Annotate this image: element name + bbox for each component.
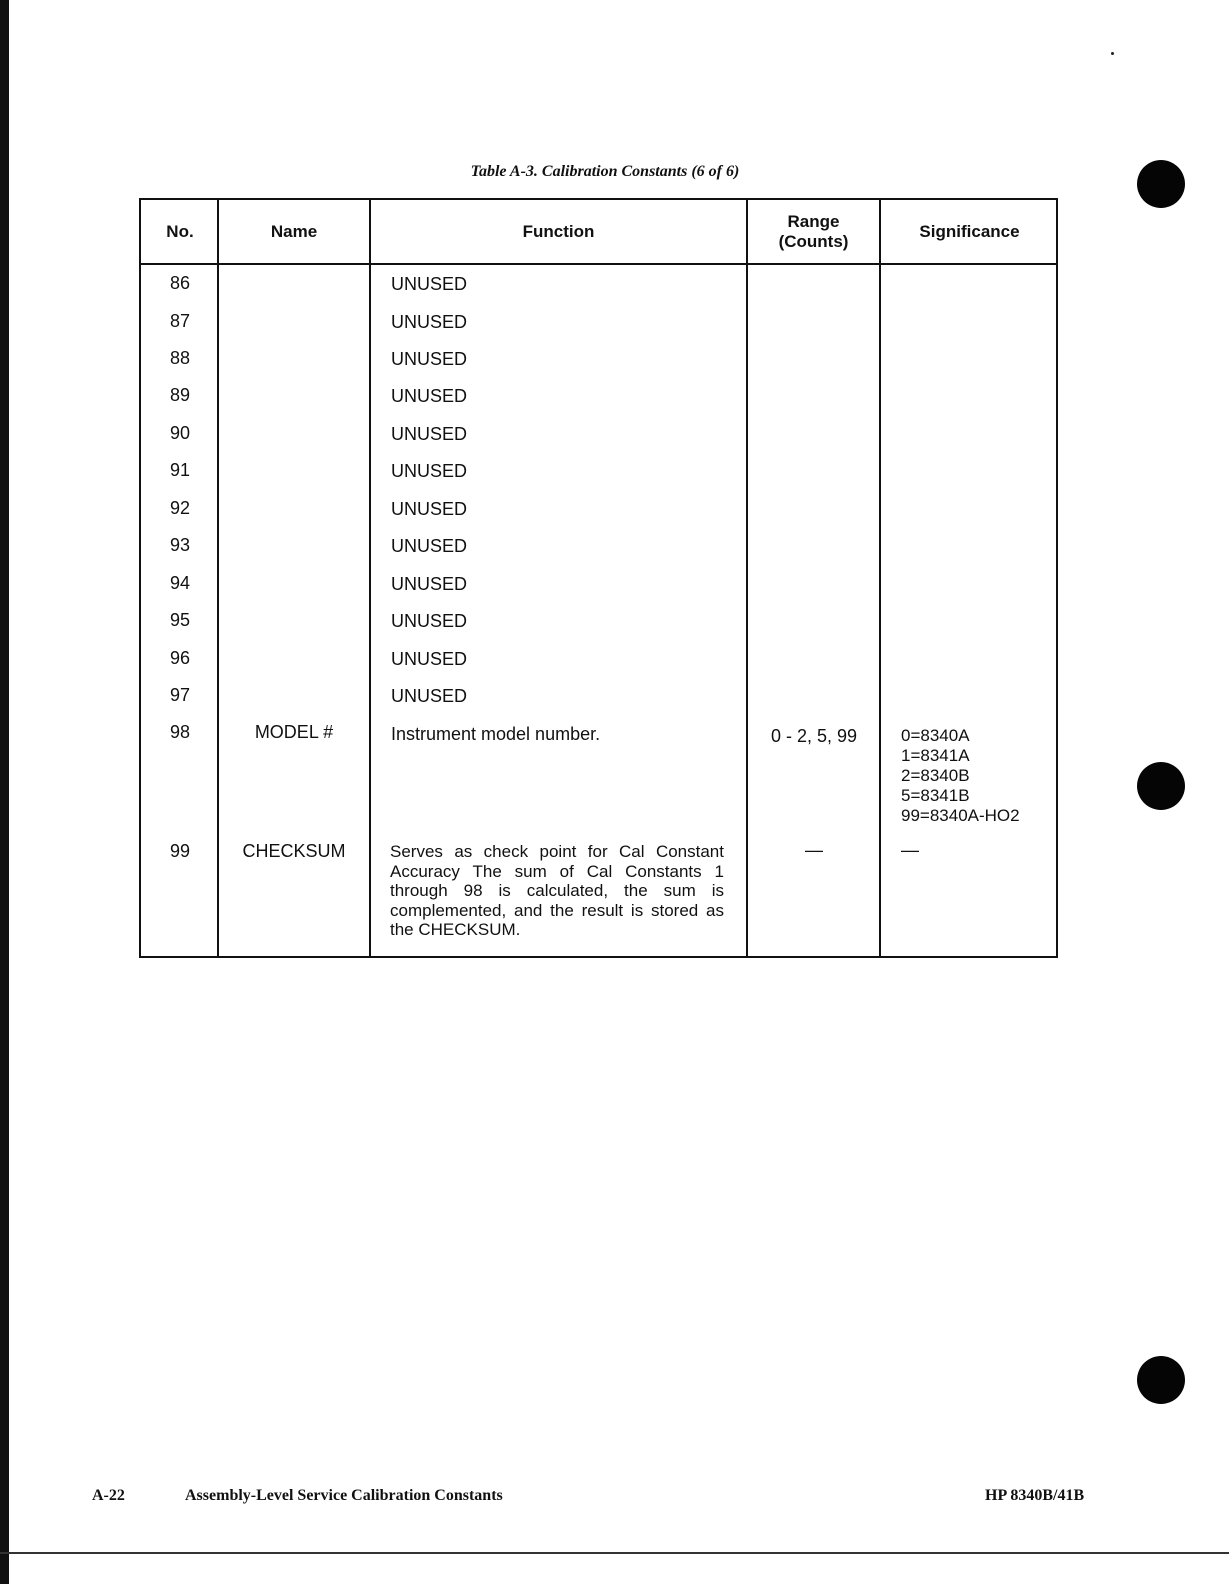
row-function: UNUSED [391, 686, 468, 706]
header-range [748, 200, 879, 263]
header-significance: Significance [919, 221, 1020, 241]
row-number: 90 [169, 423, 191, 443]
row-function: UNUSED [391, 349, 468, 369]
significance-line: 0=8340A [901, 726, 970, 745]
row-function: UNUSED [391, 536, 468, 556]
row-function: UNUSED [391, 386, 468, 406]
row-number: 95 [169, 610, 191, 630]
row-function: UNUSED [391, 611, 468, 631]
row-number: 97 [169, 685, 191, 705]
scan-speck [1111, 52, 1114, 55]
row-number: 87 [169, 311, 191, 331]
table-caption: Table A-3. Calibration Constants (6 of 6) [470, 163, 740, 180]
footer-model: HP 8340B/41B [985, 1487, 1085, 1504]
header-no: No. [166, 221, 194, 241]
column-divider [369, 200, 371, 956]
row-function: UNUSED [391, 312, 468, 332]
header-range-line2: (Counts) [778, 231, 849, 251]
row-function: UNUSED [391, 649, 468, 669]
row-range: 0 - 2, 5, 99 [770, 726, 858, 746]
row-number: 86 [169, 273, 191, 293]
significance-line: 1=8341A [901, 746, 970, 765]
scan-edge-bar [0, 0, 9, 1584]
significance-line: 5=8341B [901, 786, 970, 805]
row-function: UNUSED [391, 574, 468, 594]
row-function: Serves as check point for Cal Constant Accuracy The sum of Cal Constants 1 through 98 is calculated, the sum is complemented, and the result is stored as the CHECKSUM. [390, 842, 724, 939]
footer-page-number: A-22 [92, 1487, 125, 1504]
row-number: 93 [169, 535, 191, 555]
row-function: UNUSED [391, 461, 468, 481]
header-function: Function [522, 221, 595, 241]
row-function: UNUSED [391, 424, 468, 444]
row-number: 88 [169, 348, 191, 368]
row-number: 89 [169, 385, 191, 405]
row-function: Instrument model number. [391, 724, 601, 744]
row-number: 91 [169, 460, 191, 480]
row-name: CHECKSUM [242, 841, 346, 861]
row-number: 99 [169, 841, 191, 861]
row-number: 94 [169, 573, 191, 593]
row-significance [901, 726, 1051, 826]
row-range: — [805, 840, 823, 860]
row-significance: — [901, 840, 919, 860]
header-name: Name [270, 221, 318, 241]
row-number: 96 [169, 648, 191, 668]
footer-section-title: Assembly-Level Service Calibration Constants [185, 1487, 503, 1504]
row-number: 98 [169, 722, 191, 742]
binder-hole-middle [1137, 762, 1185, 810]
significance-line: 99=8340A-HO2 [901, 806, 1020, 825]
row-name: MODEL # [254, 722, 334, 742]
row-function: UNUSED [391, 499, 468, 519]
calibration-constants-table [139, 198, 1058, 958]
row-function: UNUSED [391, 274, 468, 294]
bottom-rule [0, 1552, 1229, 1554]
header-divider [141, 263, 1056, 265]
significance-line: 2=8340B [901, 766, 970, 785]
row-number: 92 [169, 498, 191, 518]
header-range-line1: Range [787, 211, 840, 231]
binder-hole-bottom [1137, 1356, 1185, 1404]
